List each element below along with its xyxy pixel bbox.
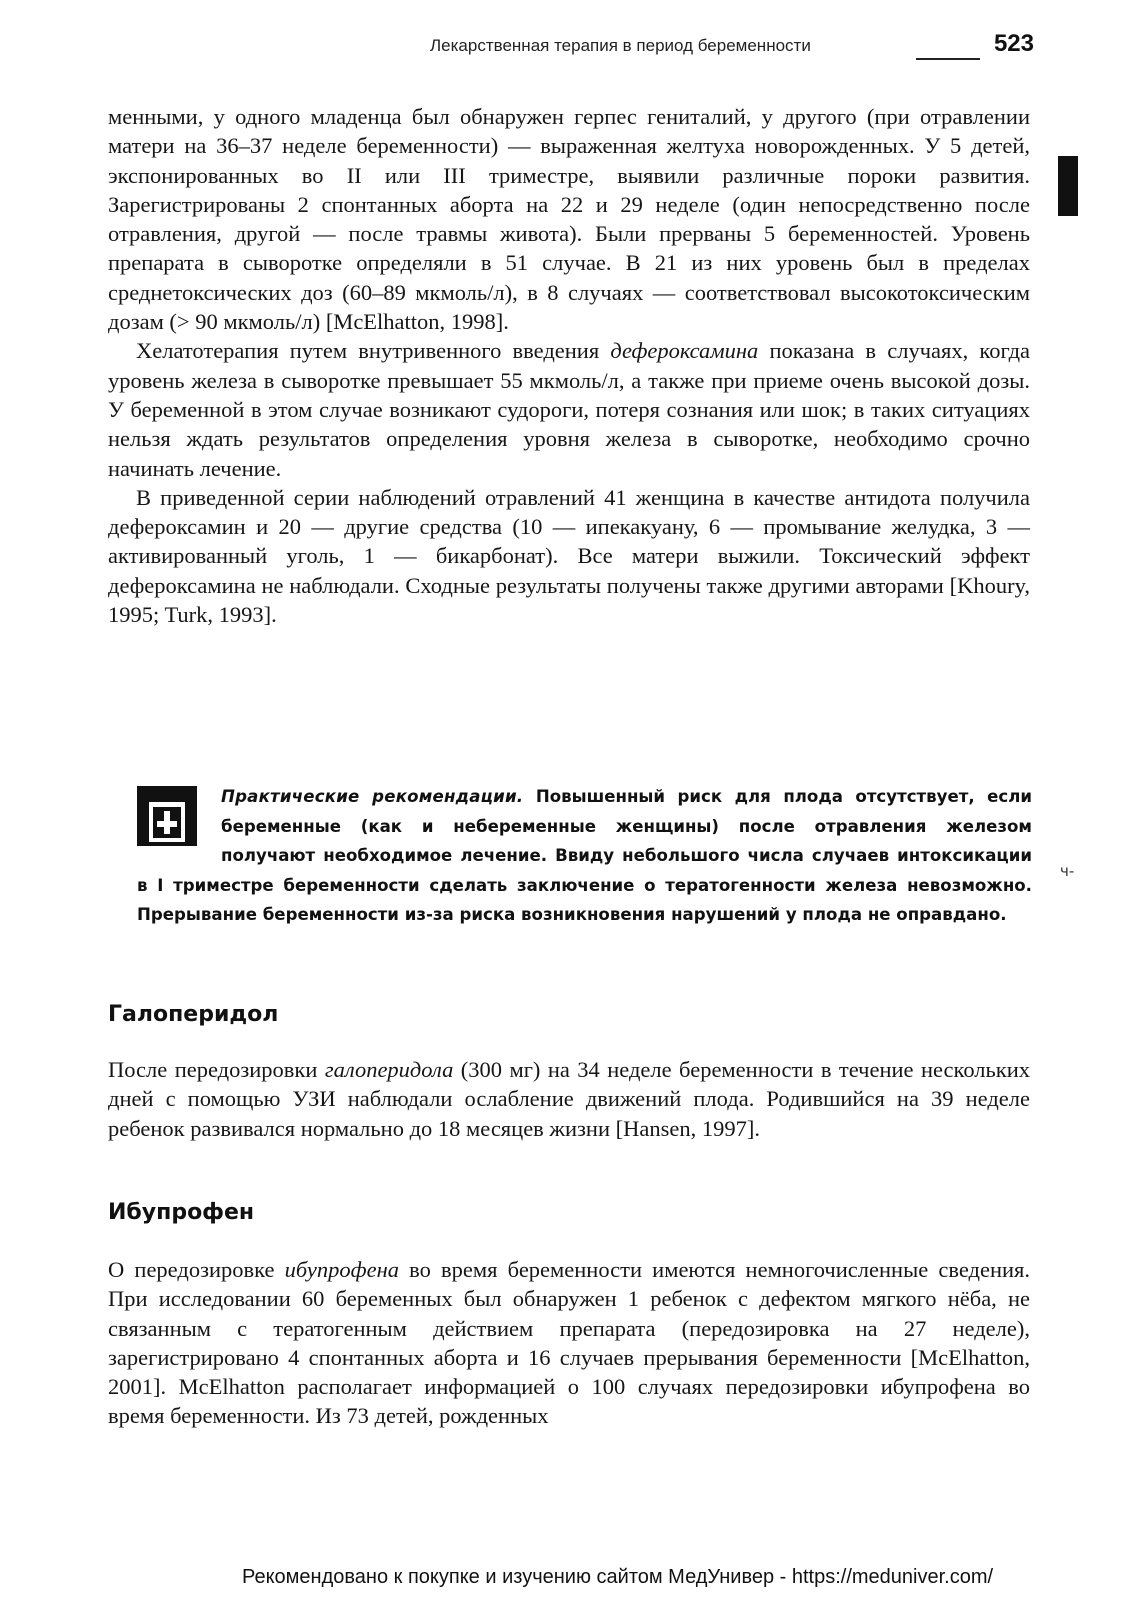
page-number: 523 <box>993 30 1034 57</box>
paragraph-2 <box>108 336 1030 482</box>
body-text-haloperidol <box>108 1055 1030 1143</box>
ibuprofen-paragraph <box>108 1255 1030 1431</box>
haloperidol-paragraph <box>108 1055 1030 1143</box>
margin-mark: ч- <box>1060 862 1075 880</box>
practical-recommendation-callout <box>137 782 1032 930</box>
paragraph-2-start: Хелатотерапия путем внутривенного введения <box>136 338 611 364</box>
drug-name-deferoxamine: дефероксамина <box>610 338 759 364</box>
page-header <box>430 30 1034 64</box>
chapter-thumb-tab <box>1058 156 1078 216</box>
running-title: Лекарственная терапия в период беременности <box>430 36 811 55</box>
drug-name-ibuprofen: ибупрофена <box>284 1257 400 1282</box>
paragraph-2-end: показана в случаях, когда уровень железа в сыворотке превышает 55 мкмоль/л, а также при приеме очень высокой дозы. У беременной в этом случае возникают судороги, потеря сознания или шок; в таких ситуациях нельзя ждать результатов определения уровня железа в сыворотке, необходимо срочно начинать лечение. <box>108 338 1030 481</box>
drug-name-haloperidol: галоперидола <box>324 1057 454 1082</box>
first-aid-kit-icon <box>137 786 197 846</box>
body-text-ibuprofen <box>108 1255 1030 1431</box>
body-text-iron <box>108 102 1030 629</box>
section-heading-haloperidol: Галоперидол <box>108 1002 279 1027</box>
section-heading-ibuprofen: Ибупрофен <box>108 1200 255 1225</box>
ibuprofen-paragraph-start: О передозировке <box>108 1257 285 1282</box>
callout-lead: Практические рекомендации. <box>221 787 524 806</box>
callout-text: Повышенный риск для плода отсутствует, если беременные (как и небеременные женщины) после отравления железом получают необходимое лечение. Ввиду небольшого числа случаев интоксикации в I триместре беременности сделать заключение о тератогенности железа невозможно. Прерывание беременности из-за риска возникновения нарушений у плода не оправдано. <box>137 787 1033 924</box>
header-rule <box>916 58 980 60</box>
haloperidol-paragraph-end: (300 мг) на 34 неделе беременности в течение нескольких дней с помощью УЗИ наблюдали ослабление движений плода. Родившийся на 39 неделе ребенок развивался нормально до 18 месяцев жизни [Hansen, 1997]. <box>108 1057 1030 1141</box>
paragraph-3: В приведенной серии наблюдений отравлений 41 женщина в качестве антидота получила дефероксамин и 20 — другие средства (10 — ипекакуану, 6 — промывание желудка, 3 — активированный уголь, 1 — бикарбонат). Все матери выжили. Токсический эффект дефероксамина не наблюдали. Сходные результаты получены также другими авторами [Khoury, 1995; Turk, 1993]. <box>108 484 1030 628</box>
haloperidol-paragraph-start: После передозировки <box>108 1057 325 1082</box>
site-footer-link[interactable]: Рекомендовано к покупке и изучению сайтом МедУнивер - https://meduniver.com/ <box>242 1566 994 1588</box>
paragraph-1: менными, у одного младенца был обнаружен герпес гениталий, у другого (при отравлении матери на 36–37 неделе беременности) — выраженная желтуха новорожденных. У 5 детей, экспонированных во II или III триместре, выявили различные пороки развития. Зарегистрированы 2 спонтанных аборта на 22 и 29 неделе (один непосредственно после отравления, другой — после травмы живота). Были прерваны 5 беременностей. Уровень препарата в сыворотке определяли в 51 случае. В 21 из них уровень был в пределах среднетоксических доз (60–89 мкмоль/л), в 8 случаях — соответствовал высокотоксическим дозам (> 90 мкмоль/л) [McElhatton, 1998]. <box>108 104 1030 335</box>
ibuprofen-paragraph-end: во время беременности имеются немногочисленные сведения. При исследовании 60 беременных был обнаружен 1 ребенок с дефектом мягкого нёба, не связанным с тератогенным действием препарата (передозировка на 27 неделе), зарегистрировано 4 спонтанных аборта и 16 случаев прерывания беременности [McElhatton, 2001]. McElhatton располагает информацией о 100 случаях передозировки ибупрофена во время беременности. Из 73 детей, рожденных <box>108 1257 1030 1429</box>
